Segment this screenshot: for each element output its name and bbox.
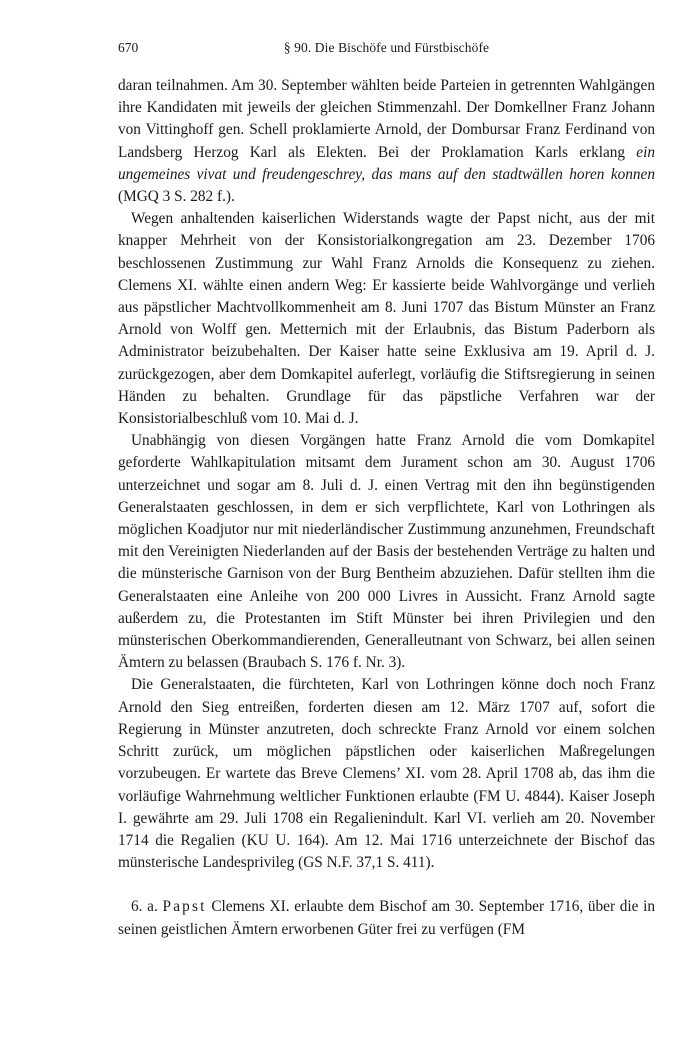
spaced-word: Papst	[162, 898, 207, 916]
paragraph-1-text-before: daran teilnahmen. Am 30. September wählten beide Parteien in getrennten Wahlgängen ihre Kandidaten mit jeweils der gleichen Stimmenzahl. Der Domkellner Franz Johann von Vittinghoff gen. Schell proklamierte Arnold, der Dombursar Franz Ferdinand von Landsberg Herzog Karl als Elekten. Bei der Proklamation Karls erklang	[118, 77, 655, 161]
running-head: § 90. Die Bischöfe und Fürstbischöfe	[283, 40, 490, 55]
italic-quote: ein ungemeines vivat und freudengeschrey, das mans auf den stadtwällen horen konnen	[118, 143, 655, 183]
paragraph-5	[118, 896, 655, 940]
paragraph-3: Unabhängig von diesen Vorgängen hatte Franz Arnold die vom Domkapitel geforderte Wahlkapitulation mitsamt dem Jurament schon am 30. August 1706 unterzeichnet und sogar am 8. Juli d. J. einen Vertrag mit den ihn begünstigenden Generalstaaten geschlossen, in dem er sich verpflichtete, Karl von Lothringen als möglichen Koadjutor nur mit niederländischer Zustimmung anzunehmen, Freundschaft mit den Vereinigten Niederlanden auf der Basis der bestehenden Verträge zu halten und die münsterische Garnison von der Burg Bentheim abzuziehen. Dafür stellten ihm die Generalstaaten eine Anleihe von 200 000 Livres in Aussicht. Franz Arnold sagte außerdem zu, die Protestanten im Stift Münster bei ihren Privilegien und den münsterischen Oberkommandierenden, Generalleutnant von Schwarz, bei allen seinen Ämtern zu belassen (Braubach S. 176 f. Nr. 3).	[118, 432, 655, 672]
page-number: 670	[118, 40, 139, 55]
paragraph-4: Die Generalstaaten, die fürchteten, Karl von Lothringen könne doch noch Franz Arnold den Sieg entreißen, forderten diesen am 12. März 1707 auf, sofort die Regierung in Münster anzutreten, doch schreckte Franz Arnold vor einem solchen Schritt zurück, um möglichen päpstlichen oder kaiserlichen Maßregelungen vorzubeugen. Er wartete das Breve Clemens’ XI. vom 28. April 1708 ab, das ihm die vorläufige Wahrnehmung weltlicher Funktionen erlaubte (FM U. 4844). Kaiser Joseph I. gewährte am 29. Juli 1708 ein Regalienindult. Karl VI. verlieh am 20. November 1714 die Regalien (KU U. 164). Am 12. Mai 1716 unterzeichnete der Bischof das münsterische Landesprivileg (GS N.F. 37,1 S. 411).	[118, 676, 655, 872]
section-number: 6. a.	[131, 898, 158, 916]
paragraph-2: Wegen anhaltenden kaiserlichen Widerstands wagte der Papst nicht, aus der mit knapper Mehrheit von der Konsistorialkongregation am 23. Dezember 1706 beschlossenen Zustimmung zur Wahl Franz Arnolds die Konsequenz zu ziehen. Clemens XI. wählte einen andern Weg: Er kassierte beide Wahlvorgänge und verlieh aus päpstlicher Machtvollkommenheit am 8. Juni 1707 das Bistum Münster an Franz Arnold von Wolff gen. Metternich mit der Erlaubnis, das Bistum Paderborn als Administrator beizubehalten. Der Kaiser hatte seine Exklusiva am 19. April d. J. zurückgezogen, aber dem Domkapitel auferlegt, vorläufig die Stiftsregierung in seinen Händen zu behalten. Grundlage für das päpstliche Verfahren war der Konsistorialbeschluß vom 10. Mai d. J.	[118, 210, 655, 428]
paragraph-1	[118, 75, 655, 208]
page-header	[118, 40, 655, 60]
body-text	[118, 75, 655, 941]
paragraph-1-text-after: (MGQ 3 S. 282 f.).	[118, 188, 235, 206]
paragraph-5-text: Clemens XI. erlaubte dem Bischof am 30. September 1716, über die in seinen geistlichen Ämtern erworbenen Güter frei zu verfügen (FM	[118, 898, 655, 938]
